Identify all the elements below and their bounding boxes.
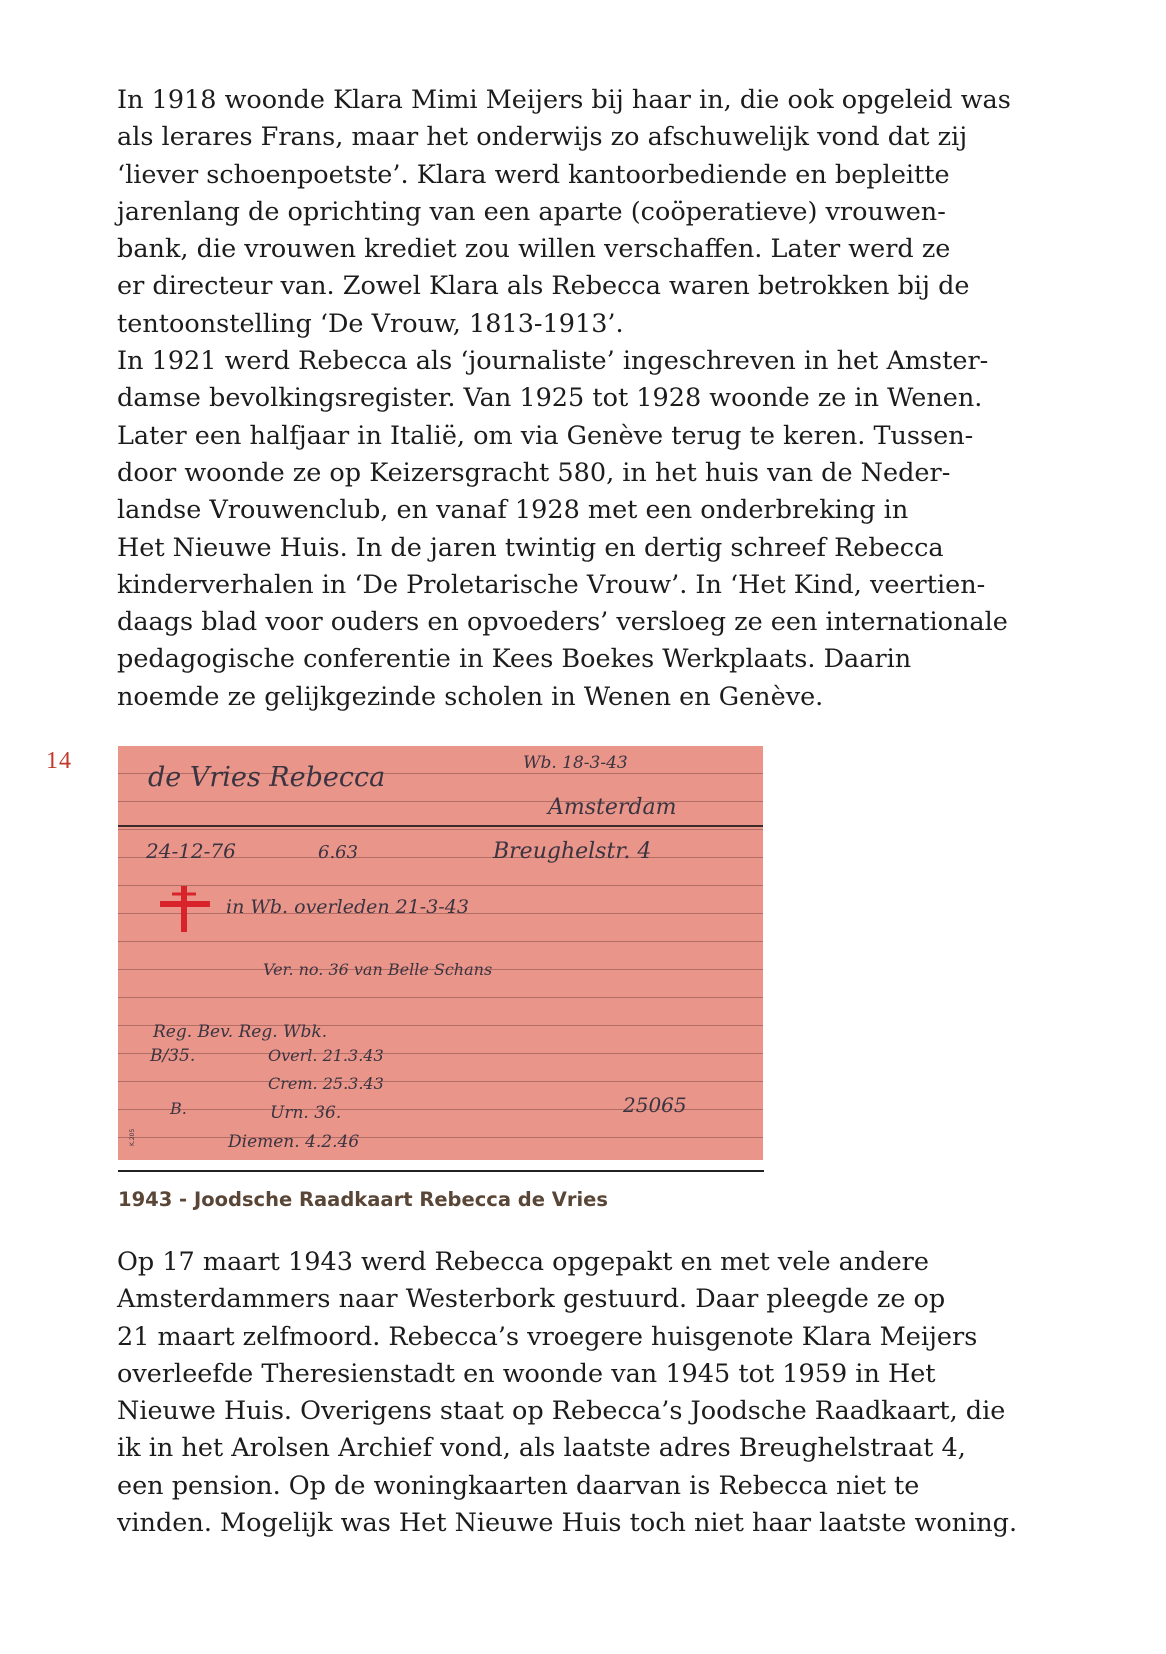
card-reg-4a: B.	[170, 1099, 187, 1118]
text-line: vinden. Mogelijk was Het Nieuwe Huis toch niet haar laatste woning.	[117, 1508, 1018, 1539]
caption-rule	[118, 1170, 764, 1172]
body-paragraph-1	[117, 82, 1011, 716]
body-paragraph-2	[117, 1244, 1018, 1542]
text-line: door woonde ze op Keizersgracht 580, in het huis van de Neder-	[117, 457, 951, 488]
text-line: overleefde Theresienstadt en woonde van 1945 tot 1959 in Het	[117, 1358, 936, 1389]
index-card-photo	[118, 746, 763, 1160]
card-code: 6.63	[318, 842, 359, 863]
card-reg-2a: B/35.	[150, 1046, 196, 1066]
card-reg-3: Crem. 25.3.43	[268, 1074, 384, 1093]
text-line: noemde ze gelijkgezinde scholen in Wenen en Genève.	[117, 681, 824, 712]
card-death-note: in Wb. overleden 21-3-43	[226, 896, 469, 918]
text-line: ik in het Arolsen Archief vond, als laatste adres Breughelstraat 4,	[117, 1433, 966, 1464]
text-line: er directeur van. Zowel Klara als Rebecca waren betrokken bij de	[117, 271, 970, 302]
text-line: Het Nieuwe Huis. In de jaren twintig en dertig schreef Rebecca	[117, 532, 944, 563]
text-line: Op 17 maart 1943 werd Rebecca opgepakt en met vele andere	[117, 1247, 929, 1277]
card-birth: 24-12-76	[146, 839, 236, 863]
text-line: In 1921 werd Rebecca als ‘journaliste’ ingeschreven in het Amster-	[117, 346, 989, 377]
text-line: een pension. Op de woningkaarten daarvan is Rebecca niet te	[117, 1470, 920, 1501]
text-line: Nieuwe Huis. Overigens staat op Rebecca’s Joodsche Raadkaart, die	[117, 1396, 1006, 1427]
text-line: Later een halfjaar in Italië, om via Genève terug te keren. Tussen-	[117, 420, 974, 451]
card-handwriting	[118, 746, 763, 1160]
card-city: Amsterdam	[548, 795, 677, 820]
text-line: tentoonstelling ‘De Vrouw, 1813-1913’.	[117, 308, 624, 339]
text-line: landse Vrouwenclub, en vanaf 1928 met een onderbreking in	[117, 495, 909, 526]
card-note: Ver. no. 36 van Belle Schans	[263, 960, 493, 979]
card-reg-1: Reg. Bev. Reg. Wbk.	[153, 1022, 328, 1042]
text-line: ‘liever schoenpoetste’. Klara werd kantoorbediende en bepleitte	[117, 159, 950, 190]
text-line: 21 maart zelfmoord. Rebecca’s vroegere huisgenote Klara Meijers	[117, 1321, 978, 1352]
card-reg-2b: Overl. 21.3.43	[268, 1046, 384, 1065]
card-address: Breughelstr. 4	[493, 839, 652, 864]
card-name: de Vries Rebecca	[148, 762, 386, 793]
text-line: jarenlang de oprichting van een aparte (coöperatieve) vrouwen-	[117, 196, 946, 227]
text-line: Amsterdammers naar Westerbork gestuurd. Daar pleegde ze op	[117, 1284, 946, 1315]
text-line: In 1918 woonde Klara Mimi Meijers bij haar in, die ook opgeleid was	[117, 85, 1011, 115]
card-top-right: Wb. 18-3-43	[523, 753, 628, 773]
red-cross-icon	[160, 886, 210, 932]
text-line: pedagogische conferentie in Kees Boekes Werkplaats. Daarin	[117, 644, 912, 675]
figure-caption: 1943 - Joodsche Raadkaart Rebecca de Vries	[118, 1188, 609, 1211]
card-reg-5: Diemen. 4.2.46	[228, 1132, 360, 1152]
page-number: 14	[46, 748, 72, 774]
card-reg-4b: Urn. 36.	[270, 1103, 342, 1123]
card-stamp: K.205	[129, 1128, 136, 1146]
text-line: damse bevolkingsregister. Van 1925 tot 1928 woonde ze in Wenen.	[117, 383, 983, 414]
card-number: 25065	[623, 1093, 687, 1117]
text-line: als lerares Frans, maar het onderwijs zo afschuwelijk vond dat zij	[117, 122, 968, 153]
text-line: daags blad voor ouders en opvoeders’ versloeg ze een internationale	[117, 607, 1008, 638]
text-line: bank, die vrouwen krediet zou willen verschaffen. Later werd ze	[117, 234, 951, 265]
text-line: kinderverhalen in ‘De Proletarische Vrouw’. In ‘Het Kind, veertien-	[117, 569, 986, 600]
